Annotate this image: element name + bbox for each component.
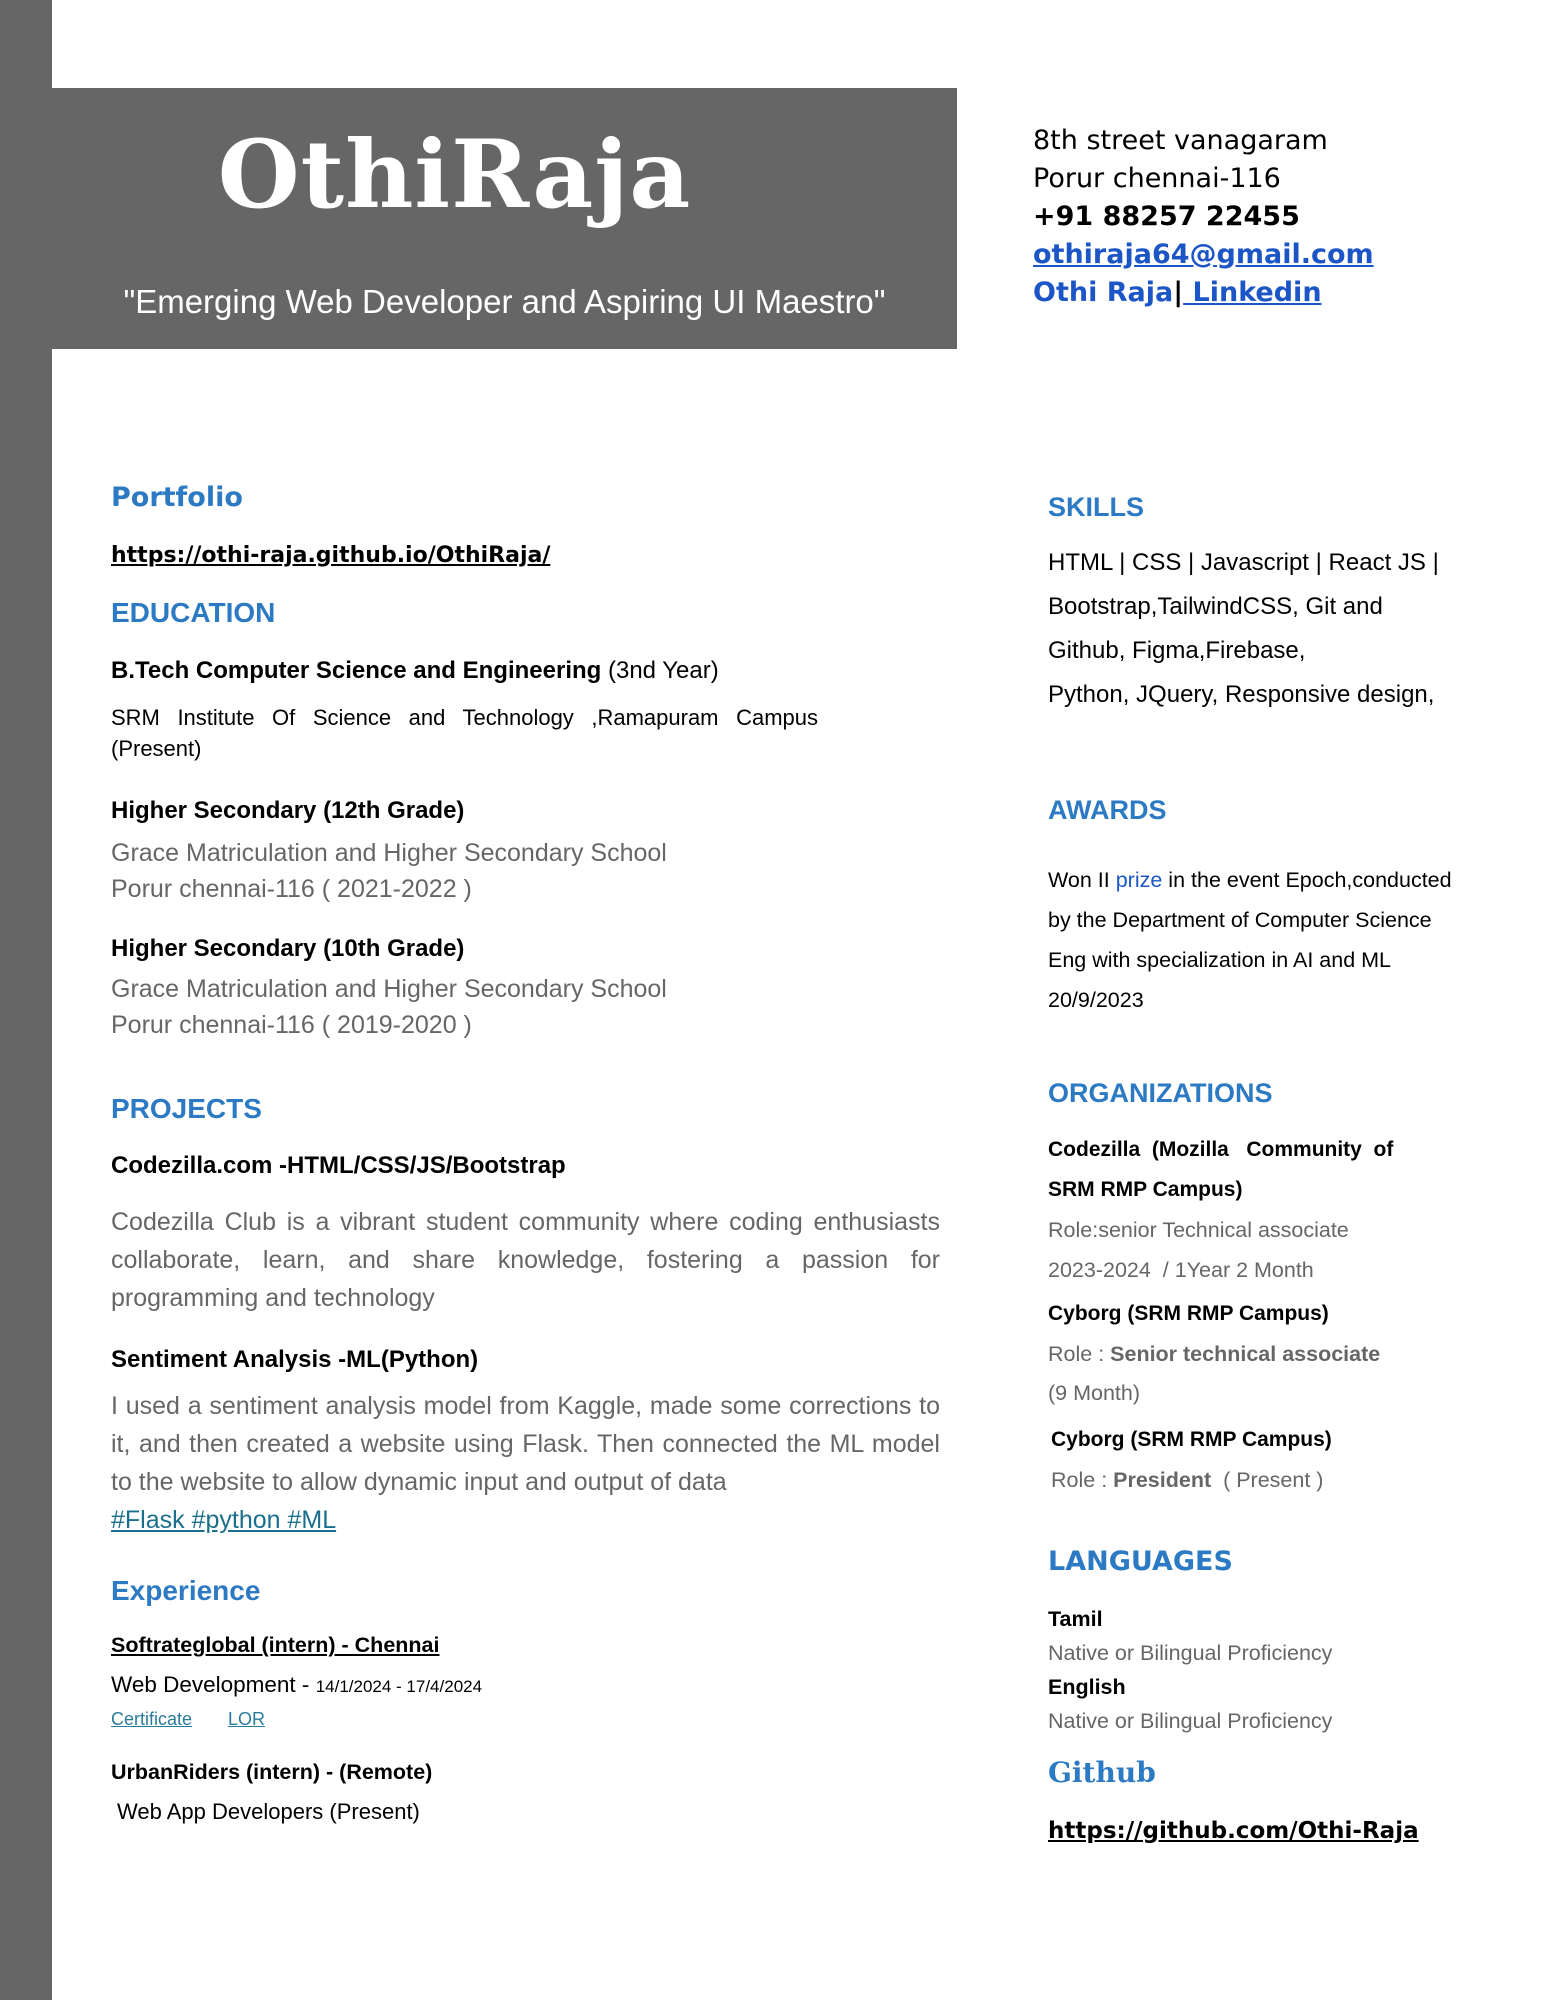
experience-heading: Experience <box>111 1575 261 1606</box>
lor-link[interactable]: LOR <box>228 1709 266 1729</box>
awards-line-1 <box>1048 860 1452 900</box>
address-line-2: Porur chennai-116 <box>1033 163 1281 194</box>
resume-name: OthiRaja <box>217 120 692 230</box>
linkedin-name: Othi Raja <box>1033 277 1174 308</box>
org-3-title: Cyborg (SRM RMP Campus) <box>1051 1428 1332 1451</box>
experience-2-status: (Present) <box>329 1799 420 1824</box>
awards-heading: AWARDS <box>1048 795 1167 825</box>
portfolio-heading: Portfolio <box>111 482 243 513</box>
org-3-status: ( Present ) <box>1211 1468 1324 1492</box>
org-3-role-prefix: Role : <box>1051 1468 1114 1492</box>
prize-link[interactable]: prize <box>1115 868 1163 892</box>
hs10-school: Grace Matriculation and Higher Secondary School <box>111 975 667 1003</box>
language-1-name: Tamil <box>1048 1607 1103 1631</box>
org-2-role-line <box>1048 1334 1380 1374</box>
skills-heading: SKILLS <box>1048 492 1145 522</box>
hs12-school: Grace Matriculation and Higher Secondary School <box>111 839 667 867</box>
awards-line-1-pre: Won II <box>1048 868 1116 892</box>
org-2-role-prefix: Role : <box>1048 1342 1111 1366</box>
skills-line-3: Github, Figma,Firebase, <box>1048 637 1306 664</box>
education-heading: EDUCATION <box>111 597 276 628</box>
hs12-title: Higher Secondary (12th Grade) <box>111 797 465 824</box>
language-2-name: English <box>1048 1675 1126 1699</box>
organizations-heading: ORGANIZATIONS <box>1048 1078 1273 1108</box>
experience-2-role: Web App Developers <box>117 1799 324 1824</box>
awards-text <box>1048 860 1452 1020</box>
experience-1-company: Softrateglobal (intern) - Chennai <box>111 1633 440 1657</box>
skills-list <box>1048 541 1439 717</box>
language-2-level: Native or Bilingual Proficiency <box>1048 1709 1333 1733</box>
experience-1-role: Web Development - <box>111 1672 316 1697</box>
btech-year: (3nd Year) <box>601 657 719 684</box>
org-2-period: (9 Month) <box>1048 1381 1141 1405</box>
project-2-tags[interactable]: #Flask #python #ML <box>111 1506 337 1534</box>
certificate-link[interactable]: Certificate <box>111 1709 193 1729</box>
experience-2-company: UrbanRiders (intern) - (Remote) <box>111 1760 433 1784</box>
org-1-title-line-1: Codezilla (Mozilla Community of <box>1048 1138 1394 1161</box>
awards-line-2: by the Department of Computer Science <box>1048 908 1432 932</box>
linkedin-separator: | <box>1173 277 1184 308</box>
btech-school: SRM Institute Of Science and Technology ,Ramapuram Campus (Present) <box>111 705 818 761</box>
project-2-description: I used a sentiment analysis model from Kaggle, made some corrections to it, and then created a website using Flask. Then connected the ML model to the website to allow dynamic input and output of data <box>111 1392 940 1496</box>
org-2-role: Senior technical associate <box>1110 1342 1381 1366</box>
awards-line-4: 20/9/2023 <box>1048 988 1144 1012</box>
org-3-role: President <box>1113 1468 1212 1492</box>
btech-title <box>111 657 719 685</box>
hs10-title: Higher Secondary (10th Grade) <box>111 935 465 962</box>
org-2-title: Cyborg (SRM RMP Campus) <box>1048 1302 1329 1325</box>
language-1-level: Native or Bilingual Proficiency <box>1048 1641 1333 1665</box>
address-line-1: 8th street vanagaram <box>1033 125 1328 156</box>
org-3-role-line <box>1051 1460 1323 1500</box>
project-2-title: Sentiment Analysis -ML(Python) <box>111 1346 479 1373</box>
hs10-place: Porur chennai-116 ( 2019-2020 ) <box>111 1011 472 1039</box>
linkedin-link[interactable]: Linkedin <box>1183 277 1322 308</box>
skills-line-2: Bootstrap,TailwindCSS, Git and <box>1048 593 1383 620</box>
experience-1-dates: 14/1/2024 - 17/4/2024 <box>315 1677 483 1696</box>
org-1-period: 2023-2024 / 1Year 2 Month <box>1048 1258 1314 1282</box>
org-1-title-line-2: SRM RMP Campus) <box>1048 1178 1243 1201</box>
left-sidebar-strip <box>0 0 52 2000</box>
skills-line-1: HTML | CSS | Javascript | React JS | <box>1048 549 1439 576</box>
project-1-title: Codezilla.com -HTML/CSS/JS/Bootstrap <box>111 1152 566 1179</box>
btech-degree: B.Tech Computer Science and Engineering <box>111 657 602 684</box>
experience-1-role-line <box>111 1672 482 1698</box>
portfolio-link[interactable]: https://othi-raja.github.io/OthiRaja/ <box>111 543 551 568</box>
awards-line-1-post: in the event Epoch,conducted <box>1162 868 1452 892</box>
languages-heading: LANGUAGES <box>1048 1546 1233 1577</box>
contact-block <box>1033 122 1374 312</box>
github-link[interactable]: https://github.com/Othi-Raja <box>1048 1818 1419 1844</box>
project-1-description: Codezilla Club is a vibrant student community where coding enthusiasts collaborate, learn, and share knowledge, fostering a passion for programming and technology <box>111 1208 940 1312</box>
skills-line-4: Python, JQuery, Responsive design, <box>1048 681 1435 708</box>
github-heading: Github <box>1048 1756 1156 1789</box>
experience-2-role-line <box>117 1799 420 1825</box>
linkedin-line <box>1033 274 1374 312</box>
org-1-title <box>1048 1130 1408 1210</box>
projects-heading: PROJECTS <box>111 1093 262 1124</box>
org-1-role: Role:senior Technical associate <box>1048 1218 1349 1242</box>
awards-line-3: Eng with specialization in AI and ML <box>1048 948 1392 972</box>
email-link[interactable]: othiraja64@gmail.com <box>1033 239 1374 270</box>
phone-number: +91 88257 22455 <box>1033 201 1300 232</box>
resume-tagline: "Emerging Web Developer and Aspiring UI Maestro" <box>123 283 886 320</box>
hs12-place: Porur chennai-116 ( 2021-2022 ) <box>111 875 472 903</box>
